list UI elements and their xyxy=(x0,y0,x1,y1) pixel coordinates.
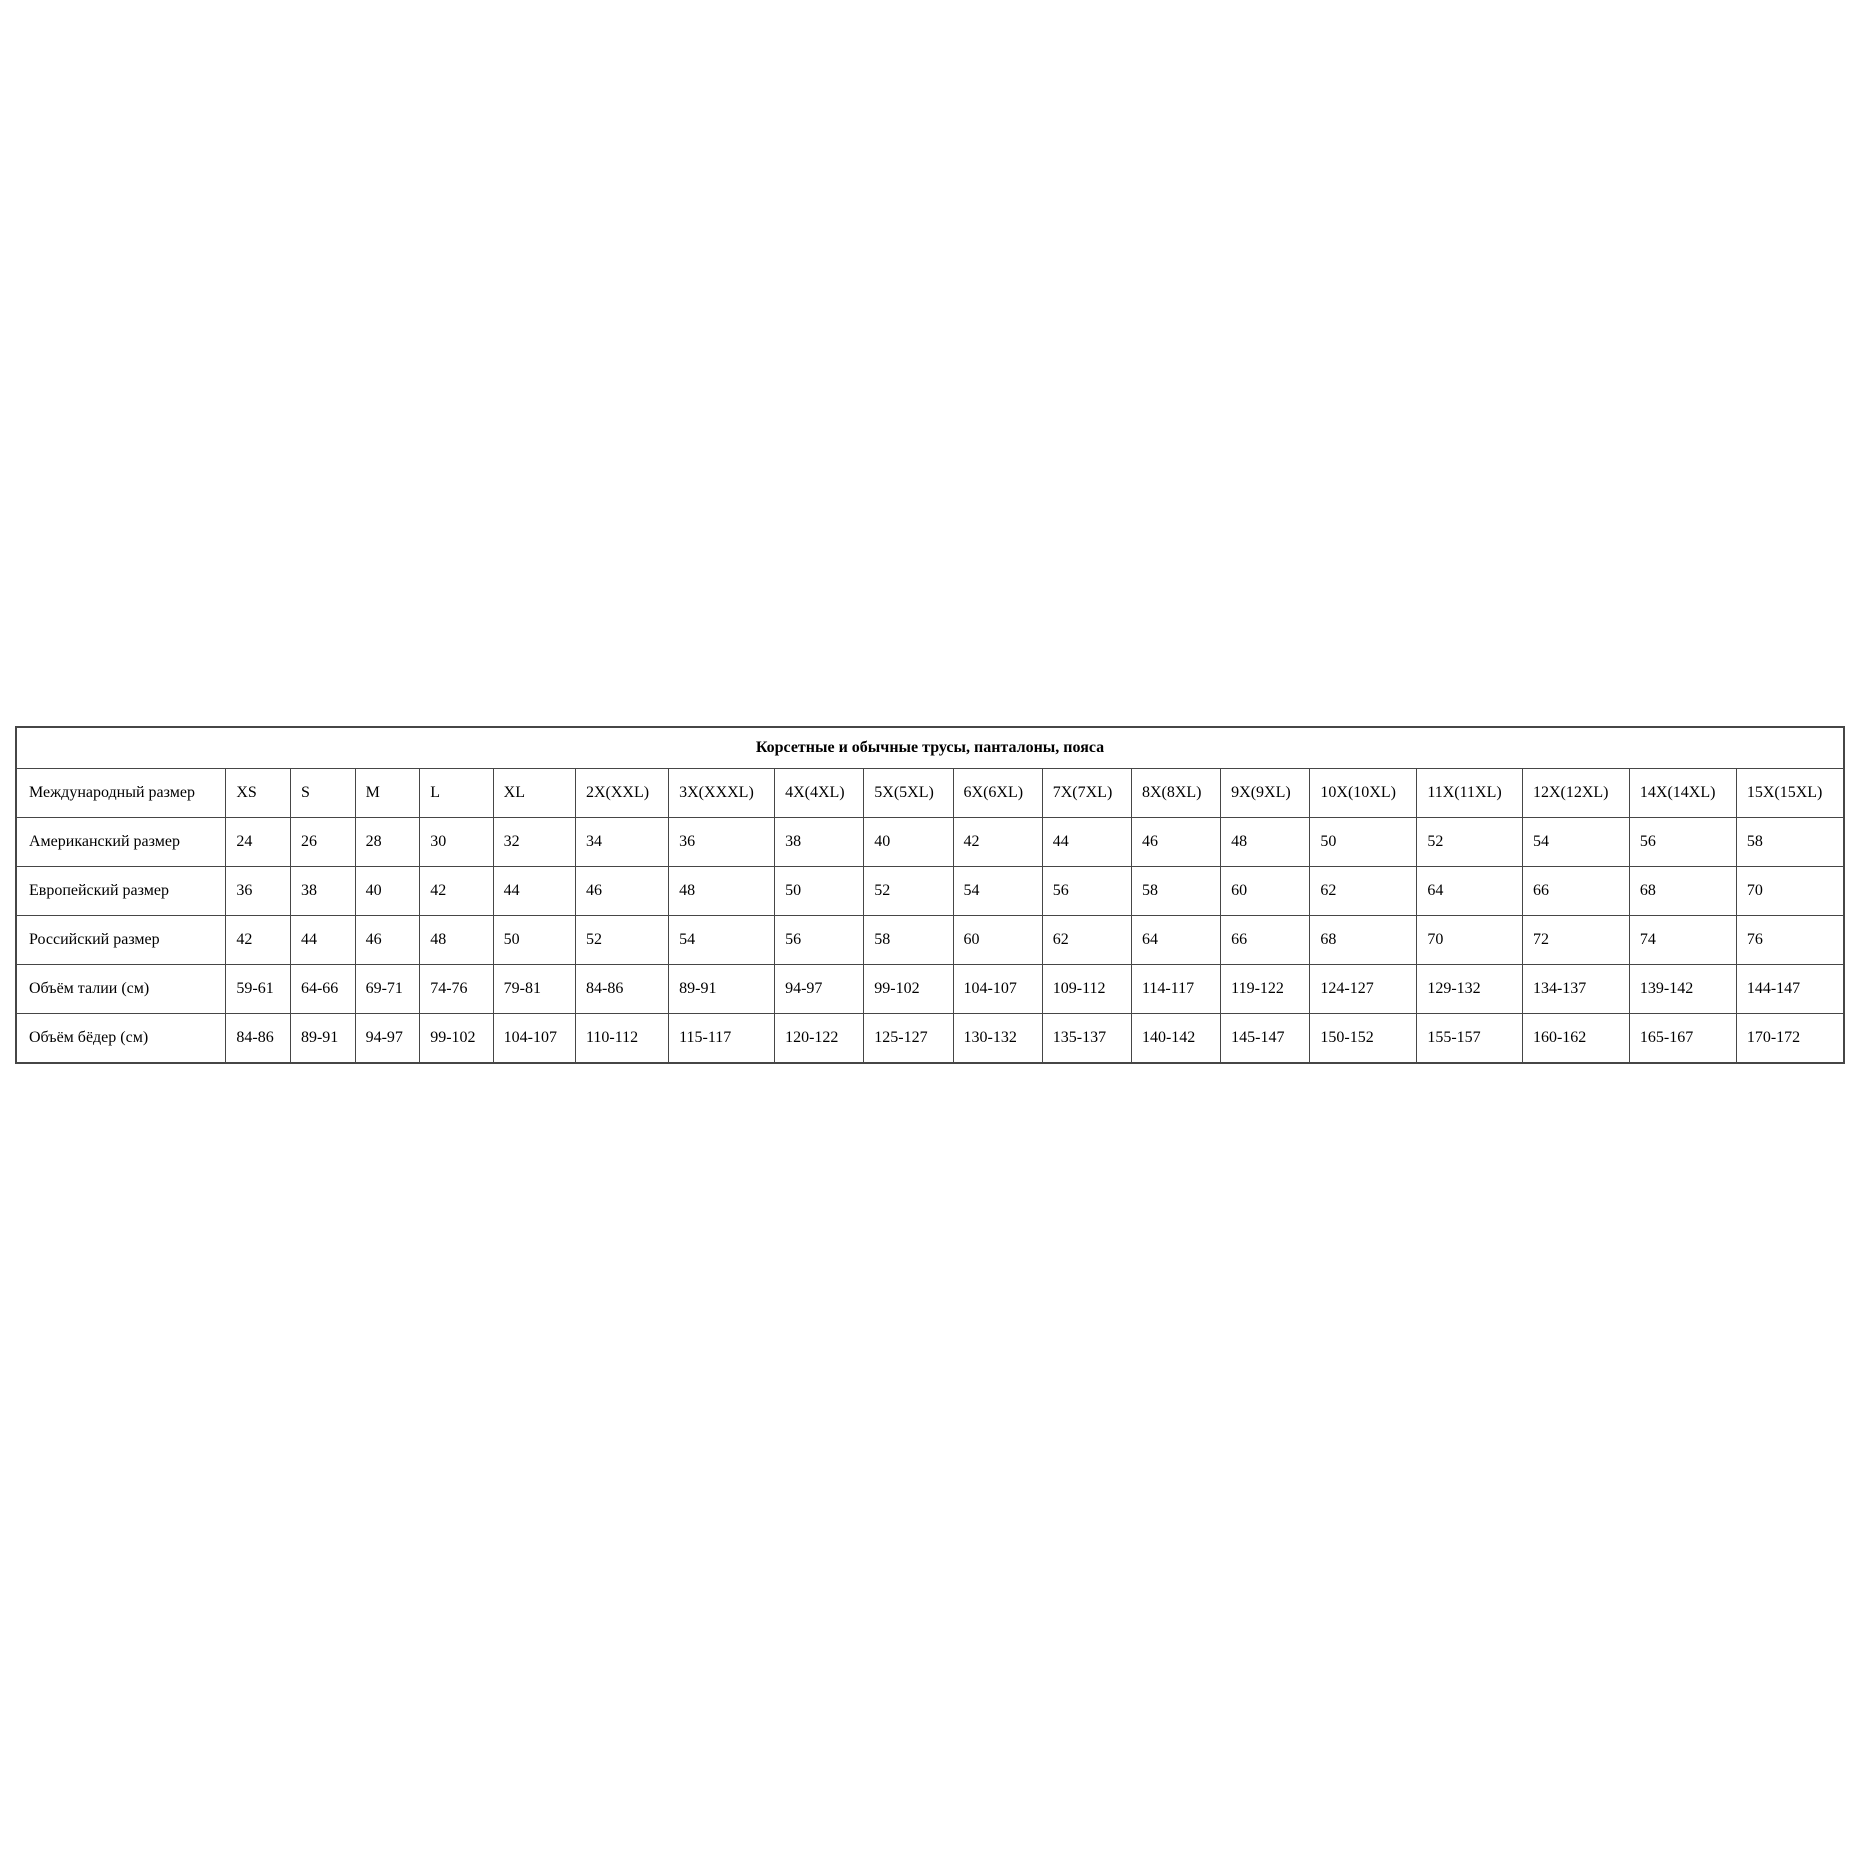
cell-value: XL xyxy=(493,769,575,818)
table-row xyxy=(16,1014,1844,1064)
cell-value: 50 xyxy=(1310,818,1417,867)
size-chart-table xyxy=(15,726,1845,1064)
cell-value: 115-117 xyxy=(669,1014,775,1064)
cell-value: 89-91 xyxy=(669,965,775,1014)
cell-value: 54 xyxy=(953,867,1042,916)
table-title-row xyxy=(16,727,1844,769)
cell-value: 36 xyxy=(669,818,775,867)
cell-value: S xyxy=(290,769,355,818)
cell-value: 58 xyxy=(1131,867,1220,916)
cell-value: XS xyxy=(226,769,291,818)
cell-value: 6X(6XL) xyxy=(953,769,1042,818)
cell-value: 30 xyxy=(420,818,493,867)
cell-value: 64-66 xyxy=(290,965,355,1014)
cell-value: 52 xyxy=(864,867,953,916)
cell-value: 8X(8XL) xyxy=(1131,769,1220,818)
cell-value: 48 xyxy=(669,867,775,916)
cell-value: 4X(4XL) xyxy=(775,769,864,818)
cell-value: 129-132 xyxy=(1417,965,1523,1014)
cell-value: 110-112 xyxy=(575,1014,668,1064)
cell-value: 125-127 xyxy=(864,1014,953,1064)
cell-value: 84-86 xyxy=(226,1014,291,1064)
cell-value: 5X(5XL) xyxy=(864,769,953,818)
cell-value: 79-81 xyxy=(493,965,575,1014)
cell-value: 38 xyxy=(775,818,864,867)
cell-value: 3X(XXXL) xyxy=(669,769,775,818)
cell-value: 64 xyxy=(1417,867,1523,916)
cell-value: 42 xyxy=(953,818,1042,867)
cell-value: 44 xyxy=(1042,818,1131,867)
cell-value: 9X(9XL) xyxy=(1221,769,1310,818)
cell-value: 12X(12XL) xyxy=(1522,769,1629,818)
cell-value: 40 xyxy=(864,818,953,867)
cell-value: 48 xyxy=(420,916,493,965)
cell-value: 32 xyxy=(493,818,575,867)
cell-value: 50 xyxy=(775,867,864,916)
cell-value: 72 xyxy=(1522,916,1629,965)
cell-value: 150-152 xyxy=(1310,1014,1417,1064)
cell-value: 54 xyxy=(1522,818,1629,867)
cell-value: 145-147 xyxy=(1221,1014,1310,1064)
cell-value: 68 xyxy=(1310,916,1417,965)
table-row xyxy=(16,916,1844,965)
cell-value: 7X(7XL) xyxy=(1042,769,1131,818)
cell-value: 109-112 xyxy=(1042,965,1131,1014)
cell-value: 44 xyxy=(290,916,355,965)
row-label: Американский размер xyxy=(16,818,226,867)
cell-value: 135-137 xyxy=(1042,1014,1131,1064)
row-label: Объём талии (см) xyxy=(16,965,226,1014)
cell-value: 165-167 xyxy=(1629,1014,1736,1064)
cell-value: 70 xyxy=(1736,867,1844,916)
cell-value: L xyxy=(420,769,493,818)
cell-value: 58 xyxy=(864,916,953,965)
cell-value: 46 xyxy=(575,867,668,916)
table-title: Корсетные и обычные трусы, панталоны, пояса xyxy=(16,727,1844,769)
size-chart xyxy=(15,726,1845,1064)
cell-value: 48 xyxy=(1221,818,1310,867)
cell-value: 34 xyxy=(575,818,668,867)
cell-value: 2X(XXL) xyxy=(575,769,668,818)
cell-value: 56 xyxy=(775,916,864,965)
cell-value: 15X(15XL) xyxy=(1736,769,1844,818)
cell-value: 28 xyxy=(355,818,420,867)
cell-value: 140-142 xyxy=(1131,1014,1220,1064)
cell-value: 64 xyxy=(1131,916,1220,965)
cell-value: 170-172 xyxy=(1736,1014,1844,1064)
cell-value: 160-162 xyxy=(1522,1014,1629,1064)
cell-value: 60 xyxy=(1221,867,1310,916)
cell-value: 24 xyxy=(226,818,291,867)
row-label: Европейский размер xyxy=(16,867,226,916)
cell-value: 26 xyxy=(290,818,355,867)
table-row xyxy=(16,867,1844,916)
cell-value: 58 xyxy=(1736,818,1844,867)
cell-value: 62 xyxy=(1310,867,1417,916)
cell-value: 14X(14XL) xyxy=(1629,769,1736,818)
cell-value: 124-127 xyxy=(1310,965,1417,1014)
cell-value: 104-107 xyxy=(953,965,1042,1014)
cell-value: 134-137 xyxy=(1522,965,1629,1014)
row-label: Российский размер xyxy=(16,916,226,965)
table-row xyxy=(16,818,1844,867)
cell-value: 94-97 xyxy=(775,965,864,1014)
cell-value: 76 xyxy=(1736,916,1844,965)
cell-value: 119-122 xyxy=(1221,965,1310,1014)
cell-value: 46 xyxy=(1131,818,1220,867)
cell-value: 56 xyxy=(1042,867,1131,916)
table-row xyxy=(16,769,1844,818)
cell-value: 84-86 xyxy=(575,965,668,1014)
cell-value: 38 xyxy=(290,867,355,916)
row-label: Международный размер xyxy=(16,769,226,818)
cell-value: 62 xyxy=(1042,916,1131,965)
cell-value: 99-102 xyxy=(420,1014,493,1064)
cell-value: 104-107 xyxy=(493,1014,575,1064)
cell-value: 54 xyxy=(669,916,775,965)
cell-value: 42 xyxy=(420,867,493,916)
cell-value: 120-122 xyxy=(775,1014,864,1064)
cell-value: 99-102 xyxy=(864,965,953,1014)
cell-value: 139-142 xyxy=(1629,965,1736,1014)
cell-value: 74-76 xyxy=(420,965,493,1014)
cell-value: M xyxy=(355,769,420,818)
table-row xyxy=(16,965,1844,1014)
cell-value: 11X(11XL) xyxy=(1417,769,1523,818)
cell-value: 144-147 xyxy=(1736,965,1844,1014)
cell-value: 52 xyxy=(575,916,668,965)
cell-value: 130-132 xyxy=(953,1014,1042,1064)
cell-value: 59-61 xyxy=(226,965,291,1014)
cell-value: 56 xyxy=(1629,818,1736,867)
cell-value: 60 xyxy=(953,916,1042,965)
cell-value: 66 xyxy=(1221,916,1310,965)
cell-value: 89-91 xyxy=(290,1014,355,1064)
cell-value: 66 xyxy=(1522,867,1629,916)
cell-value: 68 xyxy=(1629,867,1736,916)
cell-value: 46 xyxy=(355,916,420,965)
cell-value: 52 xyxy=(1417,818,1523,867)
cell-value: 155-157 xyxy=(1417,1014,1523,1064)
cell-value: 40 xyxy=(355,867,420,916)
cell-value: 10X(10XL) xyxy=(1310,769,1417,818)
cell-value: 114-117 xyxy=(1131,965,1220,1014)
cell-value: 42 xyxy=(226,916,291,965)
cell-value: 94-97 xyxy=(355,1014,420,1064)
cell-value: 36 xyxy=(226,867,291,916)
cell-value: 69-71 xyxy=(355,965,420,1014)
cell-value: 50 xyxy=(493,916,575,965)
row-label: Объём бёдер (см) xyxy=(16,1014,226,1064)
cell-value: 74 xyxy=(1629,916,1736,965)
cell-value: 44 xyxy=(493,867,575,916)
cell-value: 70 xyxy=(1417,916,1523,965)
